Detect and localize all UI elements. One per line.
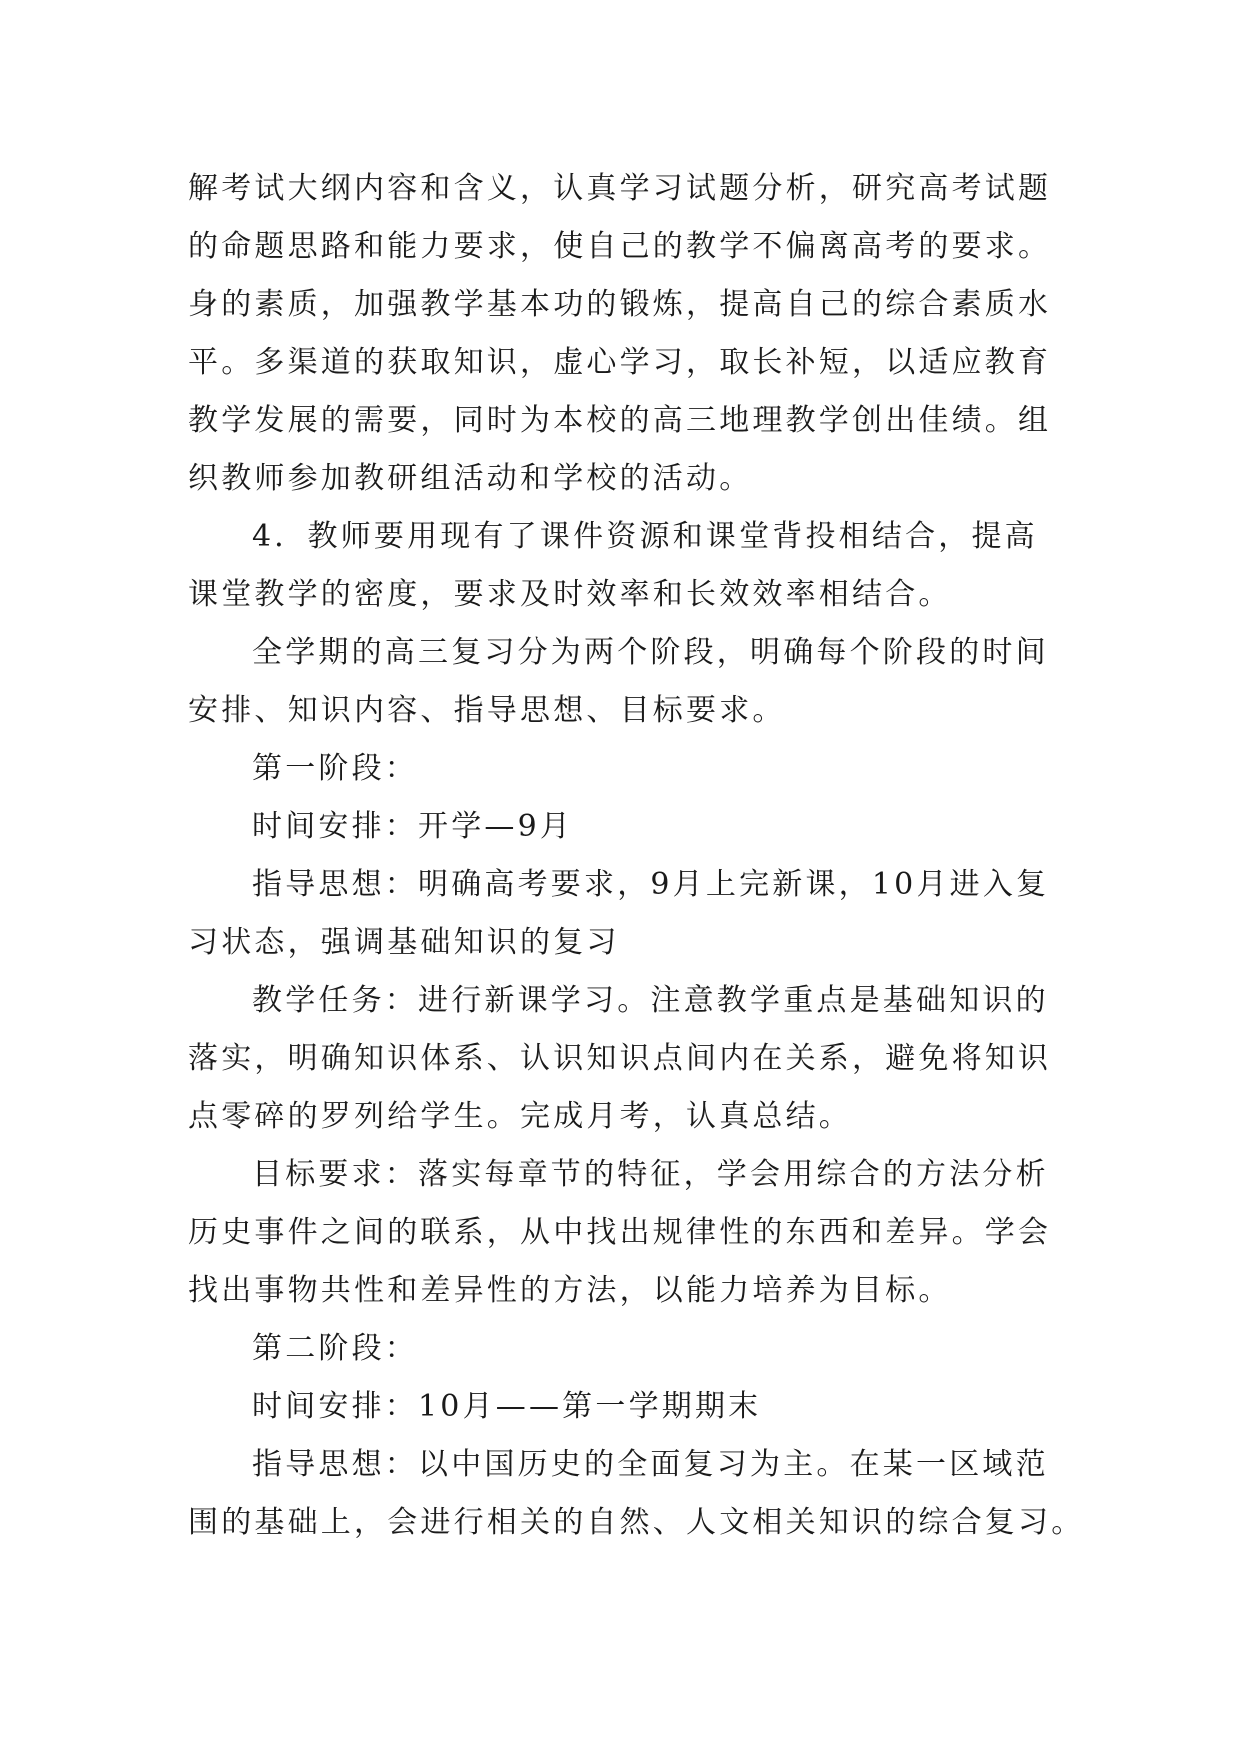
text-line: 点零碎的罗列给学生。完成月考，认真总结。 (188, 1099, 852, 1134)
text-line: 时间安排：10月——第一学期期末 (252, 1389, 762, 1424)
text-line: 找出事物共性和差异性的方法，以能力培养为目标。 (188, 1273, 952, 1308)
text-line: 时间安排：开学—9月 (252, 809, 574, 844)
text-line: 平。多渠道的获取知识，虚心学习，取长补短，以适应教育 (188, 345, 1052, 380)
section-heading: 第二阶段： (252, 1331, 418, 1366)
text-line: 课堂教学的密度，要求及时效率和长效效率相结合。 (188, 577, 952, 612)
text-line: 指导思想：以中国历史的全面复习为主。在某一区域范 (252, 1447, 1049, 1482)
text-line: 指导思想：明确高考要求，9月上完新课，10月进入复 (252, 867, 1050, 902)
text-line: 解考试大纲内容和含义，认真学习试题分析，研究高考试题 (188, 171, 1052, 206)
text-line: 教学任务：进行新课学习。注意教学重点是基础知识的 (252, 983, 1049, 1018)
text-line: 习状态，强调基础知识的复习 (188, 925, 620, 960)
text-line: 目标要求：落实每章节的特征，学会用综合的方法分析 (252, 1157, 1049, 1192)
section-heading: 第一阶段： (252, 751, 418, 786)
text-line: 织教师参加教研组活动和学校的活动。 (188, 461, 753, 496)
text-line: 安排、知识内容、指导思想、目标要求。 (188, 693, 786, 728)
text-line: 历史事件之间的联系，从中找出规律性的东西和差异。学会 (188, 1215, 1052, 1250)
text-line: 身的素质，加强教学基本功的锻炼，提高自己的综合素质水 (188, 287, 1052, 322)
text-line: 落实，明确知识体系、认识知识点间内在关系，避免将知识 (188, 1041, 1052, 1076)
text-line: 全学期的高三复习分为两个阶段，明确每个阶段的时间 (252, 635, 1049, 670)
text-line: 4．教师要用现有了课件资源和课堂背投相结合，提高 (252, 519, 1038, 554)
text-line: 的命题思路和能力要求，使自己的教学不偏离高考的要求。 (188, 229, 1052, 264)
document-body (188, 160, 1085, 1552)
text-line: 围的基础上，会进行相关的自然、人文相关知识的综合复习。 (188, 1505, 1085, 1540)
text-line: 教学发展的需要，同时为本校的高三地理教学创出佳绩。组 (188, 403, 1052, 438)
